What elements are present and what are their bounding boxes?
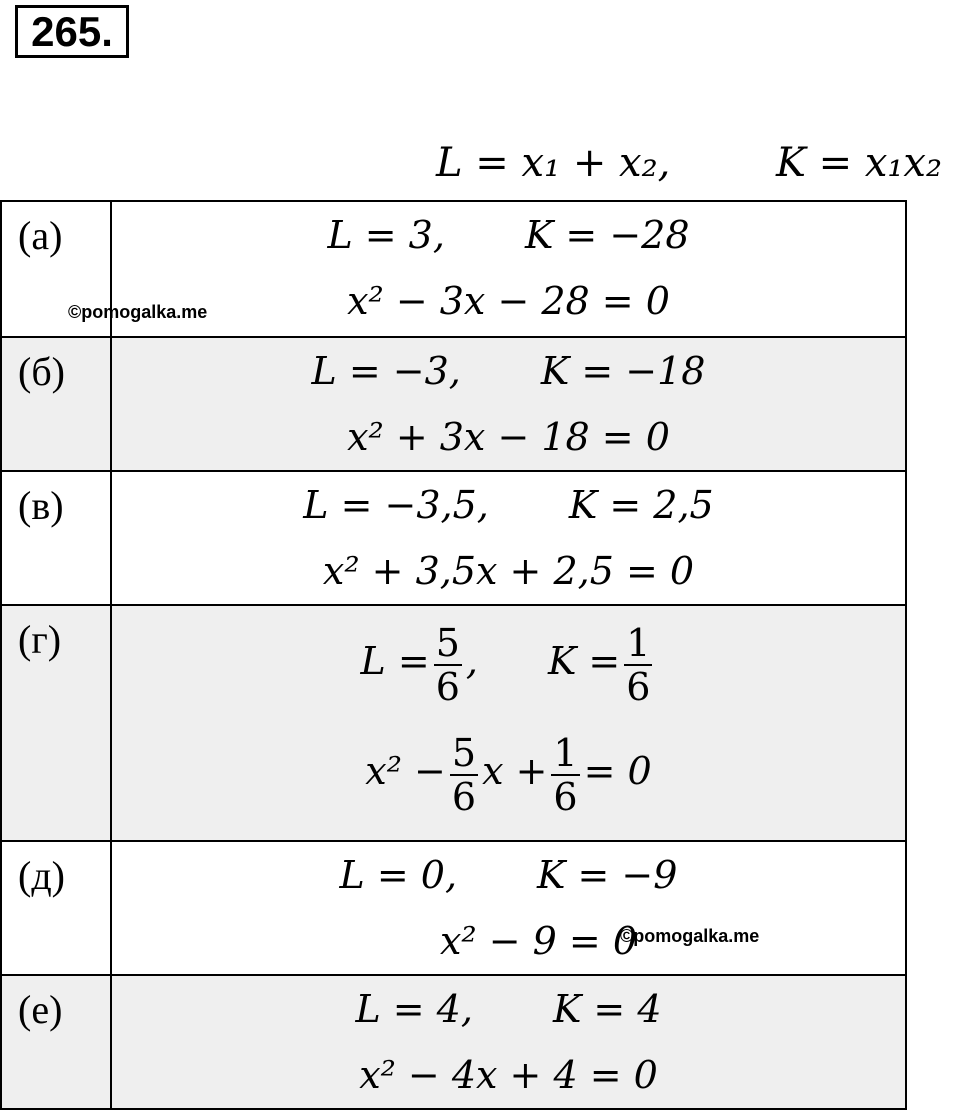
quadratic-equation: x² − $\frac{5}{6}$ x + $\frac{1}{6}$ = 0 [365, 730, 652, 819]
row-label: (б) [1, 337, 111, 471]
sum-value: L = −3,5, [303, 483, 489, 527]
row-label: (а) [1, 201, 111, 337]
product-value: K = −18 [540, 349, 706, 393]
table-row [1, 605, 906, 841]
product-formula: K = x₁x₂ [776, 140, 943, 186]
table-row [1, 201, 906, 337]
row-label: (г) [1, 605, 111, 841]
watermark: ©pomogalka.me [68, 302, 208, 322]
row-label: (в) [1, 471, 111, 605]
sum-value: L = 3, [327, 213, 445, 257]
table-row [1, 975, 906, 1109]
product-value: K = 4 [552, 987, 662, 1031]
sum-value: L = −3, [311, 349, 461, 393]
table-row [1, 841, 906, 975]
product-lhs: K = [547, 639, 621, 683]
row-label: (д) [1, 841, 111, 975]
row-content [68, 201, 906, 337]
watermark: ©pomogalka.me [620, 926, 760, 946]
table-row [1, 471, 906, 605]
solutions-table [0, 200, 907, 1110]
vieta-formulas [436, 140, 960, 190]
row-content [111, 975, 906, 1109]
quadratic-equation: x² − 3x − 28 = 0 [347, 279, 670, 323]
row-content [111, 337, 906, 471]
sum-value: L = 0, [339, 853, 458, 897]
sum-formula: L = x₁ + x₂, [436, 140, 671, 186]
row-content: L = $\frac{5}{6}$ , K = $\frac{1}{6}$ x² − $\frac{5}{6}$ x + $\frac{1}{6}$ = 0 [111, 605, 906, 841]
sum-fraction: $\frac{5}{6}$ [435, 620, 460, 709]
product-fraction: $\frac{1}{6}$ [626, 620, 651, 709]
quadratic-equation: x² − 9 = 0 [439, 919, 637, 963]
product-value: K = 2,5 [568, 483, 714, 527]
quadratic-equation: x² + 3,5x + 2,5 = 0 [322, 549, 695, 593]
quadratic-equation: x² − 4x + 4 = 0 [359, 1053, 658, 1097]
quadratic-equation: x² + 3x − 18 = 0 [347, 415, 670, 459]
problem-number: 265. [15, 5, 129, 58]
table-row [1, 337, 906, 471]
row-content [111, 841, 906, 975]
row-label: (е) [1, 975, 111, 1109]
row-content [111, 471, 906, 605]
product-value: K = −28 [524, 213, 690, 257]
product-value: K = −9 [537, 853, 678, 897]
sum-lhs: L = [360, 639, 430, 683]
sum-value: L = 4, [355, 987, 473, 1031]
